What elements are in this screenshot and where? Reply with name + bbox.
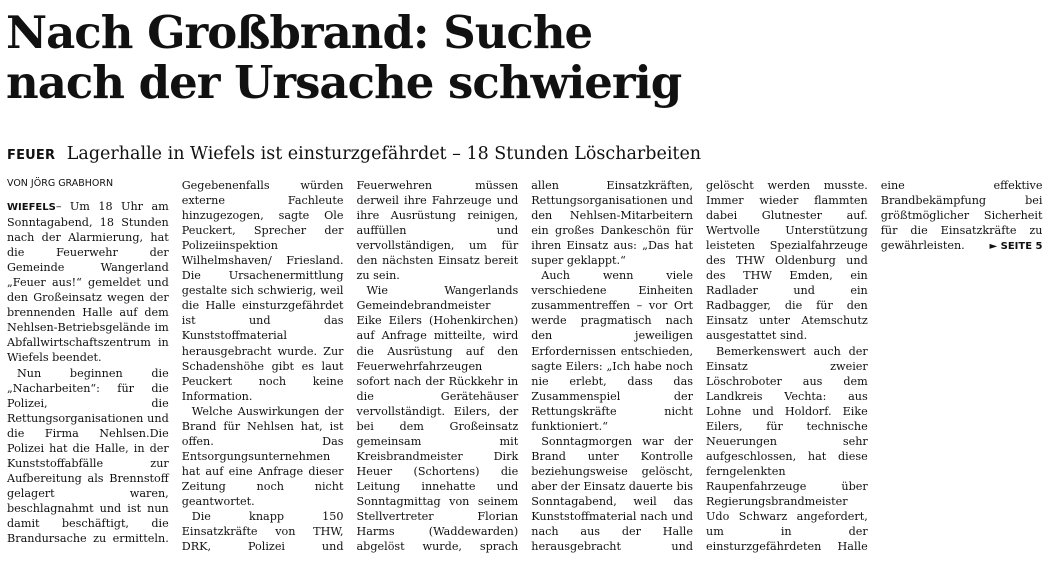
article-body (7, 178, 1043, 556)
headline: Nach Großbrand: Suche nach der Ursache schwierig (6, 6, 682, 109)
subheadline: Lagerhalle in Wiefels ist einsturzgefährdet – 18 Stunden Löscharbeiten (66, 144, 702, 164)
paragraph: Bemerkenswert auch der Einsatz zweier Löschroboter aus dem Landkreis Vechta: aus Lohne und Holdorf. Eike Eilers, für technische Neuerungen sehr aufgeschlossen, hat diese ferngelenkten Raupenfahrzeuge über Regierungsbrandmeister Udo Schwarz angefordert, um in der einsturzgefährdeten Halle eine effektive Brandbekämpfung bei größtmöglicher Sicherheit für die Einsatzkräfte zu gewährleisten. ► SEITE 5 (706, 179, 1043, 554)
paragraph: Auch wenn viele verschiedene Einheiten zusammentreffen – vor Ort werde pragmatisch nach den jeweiligen Erfordernissen entschieden, sagte Eilers: „Ich habe noch nie erlebt, dass das Zusammenspiel der Rettungskräfte nicht funktioniert.“ (531, 269, 693, 433)
kicker: FEUER (7, 148, 56, 163)
paragraph: Nun beginnen die „Nacharbeiten“: für die Polizei, die Rettungsorganisationen und die Firma Nehlsen.Die Polizei hat die Halle, in der Kunststoffabfälle zur Aufbereitung als Brennstoff gelagert waren, beschlagnahmt und ist nun damit beschäftigt, die Brandursache zu ermitteln. Gegebenenfalls würden externe Fachleute hinzugezogen, sagte Ole Peuckert, Sprecher der Polizeiinspektion Wilhelmshaven/ Friesland. Die Ursachenermittlung gestalte sich schwierig, weil die Halle einsturzgefährdet ist und das Kunststoffmaterial herausgebracht wurde. Zur Schadenshöhe gibt es laut Peuckert noch keine Information. (7, 179, 344, 546)
paragraph: Die knapp 150 Einsatzkräfte von THW, DRK, Polizei und Feuerwehren müssen derweil ihre Fahrzeuge und ihre Ausrüstung reinigen, auffüllen und vervollständigen, um für den nächsten Einsatz bereit zu sein. (181, 179, 519, 554)
paragraph: Sonntagmorgen war der Brand unter Kontrolle beziehungsweise gelöscht, aber der Einsatz dauerte bis Sonntagabend, weil das Kunststoffmaterial nach und nach aus der Halle herausgebracht und gelöscht werden musste. Immer wieder flammten dabei Glutnester auf. Wertvolle Unterstützung leisteten Spezialfahrzeuge des THW Oldenburg und des THW Emden, ein Radlader und ein Radbagger, die für den Einsatz unter Atemschutz ausgestattet sind. (531, 179, 868, 554)
paragraph: Wie Wangerlands Gemeindebrandmeister Eike Eilers (Hohenkirchen) auf Anfrage mitteilte, wird die Ausrüstung auf den Feuerwehrfahrzeugen sofort nach der Rückkehr in die Gerätehäuser vervollständigt. Eilers, der bei dem Großeinsatz gemeinsam mit Kreisbrandmeister Dirk Heuer (Schortens) die Leitung innehatte und Sonntagmittag von seinem Stellvertreter Florian Harms (Waddewarden) abgelöst wurde, sprach allen Einsatzkräften, Rettungsorganisationen und den Nehlsen-Mitarbeitern ein großes Dankeschön für ihren Einsatz aus: „Das hat super geklappt.“ (356, 179, 693, 554)
page-reference[interactable]: ► SEITE 5 (989, 241, 1043, 253)
byline: VON JÖRG GRABHORN (7, 178, 114, 189)
arrow-right-icon: ► (989, 241, 998, 253)
paragraph: Welche Auswirkungen der Brand für Nehlsen hat, ist offen. Das Entsorgungsunternehmen hat auf eine Anfrage dieser Zeitung noch nicht geantwortet. (181, 404, 344, 508)
paragraph: WIEFELS– Um 18 Uhr am Sonntagabend, 18 Stunden nach der Alarmierung, hat die Feuerwehr der Gemeinde Wangerland „Feuer aus!“ gemeldet und den Großeinsatz wegen der brennenden Halle auf dem Nehlsen-Betriebsgelände im Abfallwirtschaftszentrum in Wiefels beendet. (7, 200, 169, 365)
subheadline-row (7, 143, 702, 167)
dateline: WIEFELS (7, 202, 56, 213)
